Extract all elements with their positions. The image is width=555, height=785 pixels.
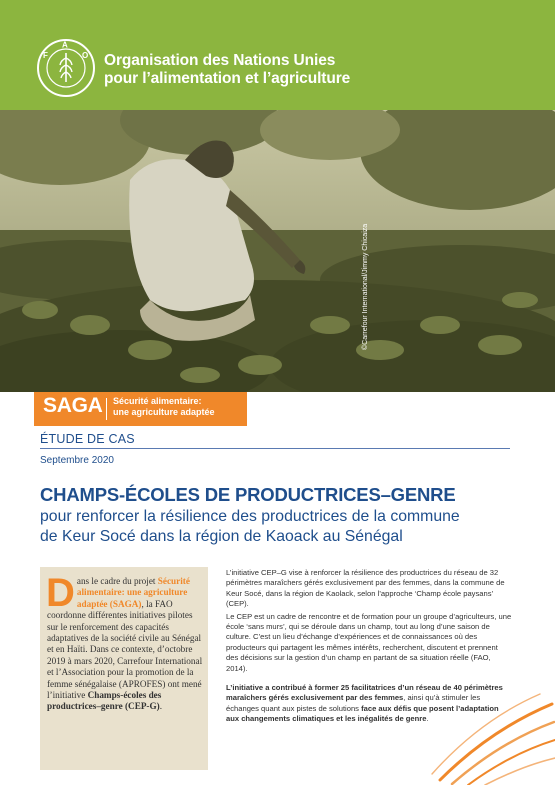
intro-text-3: .: [159, 701, 162, 712]
organisation-name: [104, 52, 350, 88]
saga-label: SAGA: [43, 394, 103, 417]
subtitle-line-2: de Keur Socé dans la région de Kaoack au Sénégal: [40, 528, 403, 545]
logo-a: A: [62, 40, 68, 50]
intro-project-name: Sécurité alimentaire: une agriculture adaptée (SAGA): [76, 576, 190, 609]
subtitle-line-1: pour renforcer la résilience des productrices de la commune: [40, 508, 460, 525]
intro-initiative-name: Champs-écoles des productrices–genre (CEP-G): [47, 690, 162, 712]
saga-divider: [106, 398, 107, 420]
saga-tagline: [113, 396, 215, 418]
highlight-text: , ainsi qu’à stimuler les échanges quant aux pistes de solutions: [226, 693, 481, 713]
logo-f: F: [43, 51, 48, 60]
intro-text-1: ans le cadre du projet: [76, 576, 158, 586]
intro-text: [46, 571, 203, 713]
document-title: CHAMPS-ÉCOLES DE PRODUCTRICES–GENRE: [40, 484, 456, 505]
body-paragraph-1: L’initiative CEP–G vise à renforcer la résilience des productrices du réseau de 32 périmètres maraîchers gérés exclusivement par des femmes, dans la commune de Keur Socé, dans la région de Kaolack, selon l’approche ‘Champ école paysans’ (CEP).: [226, 568, 505, 609]
saga-tagline-1: Sécurité alimentaire:: [113, 396, 202, 406]
highlight-end: .: [426, 714, 429, 724]
cover-photo: [0, 110, 555, 392]
highlight-bold-2: face aux défis que posent l’adaptation aux changements climatiques et les inégalités de genre: [226, 703, 499, 724]
photo-credit: ©Carrefour International/Jimmy Chicaiza: [362, 223, 369, 350]
drop-cap: D: [46, 571, 75, 615]
cover-photo-illustration: [0, 110, 555, 392]
saga-tagline-2: une agriculture adaptée: [113, 407, 215, 417]
body-paragraph-2: Le CEP est un cadre de rencontre et de formation pour un groupe d’agriculteurs, une école ‘sans murs’, qui se déroule dans un champ, tout au long d’une saison de culture. C’est un lieu d’échange d’expériences et de connaissances où des producteurs qui partagent les mêmes intérêts, recherchent, discutent et prennent des décisions sur la gestion d’un champ en partant de sa situation réelle (FAO, 2014).: [226, 611, 512, 673]
intro-text-2: , la FAO coordonne différentes initiatives pilotes sur le renforcement des capacités adaptatives de la société civile au Sénégal et en Haïti. Dans ce contexte, d’octobre 2019 à mars 2020, Carrefour International et l’Association pour la promotion de la femme sénégalaise (APROFES) ont mené l’initiative: [47, 598, 203, 701]
publication-date: Septembre 2020: [40, 455, 114, 466]
highlight-bold-1: L’initiative a contribué à former 25 facilitatrices d’un réseau de 40 périmètres maraîchers gérés exclusivement par des femmes: [226, 683, 503, 703]
decorative-swoosh-icon: [430, 690, 555, 785]
category-divider: [40, 448, 510, 449]
document-subtitle: [40, 507, 520, 547]
fao-logo-icon: [36, 38, 96, 98]
document-category: ÉTUDE DE CAS: [40, 432, 135, 446]
org-line-2: pour l’alimentation et l’agriculture: [104, 70, 351, 87]
org-line-1: Organisation des Nations Unies: [104, 52, 336, 69]
logo-o: O: [82, 51, 89, 60]
